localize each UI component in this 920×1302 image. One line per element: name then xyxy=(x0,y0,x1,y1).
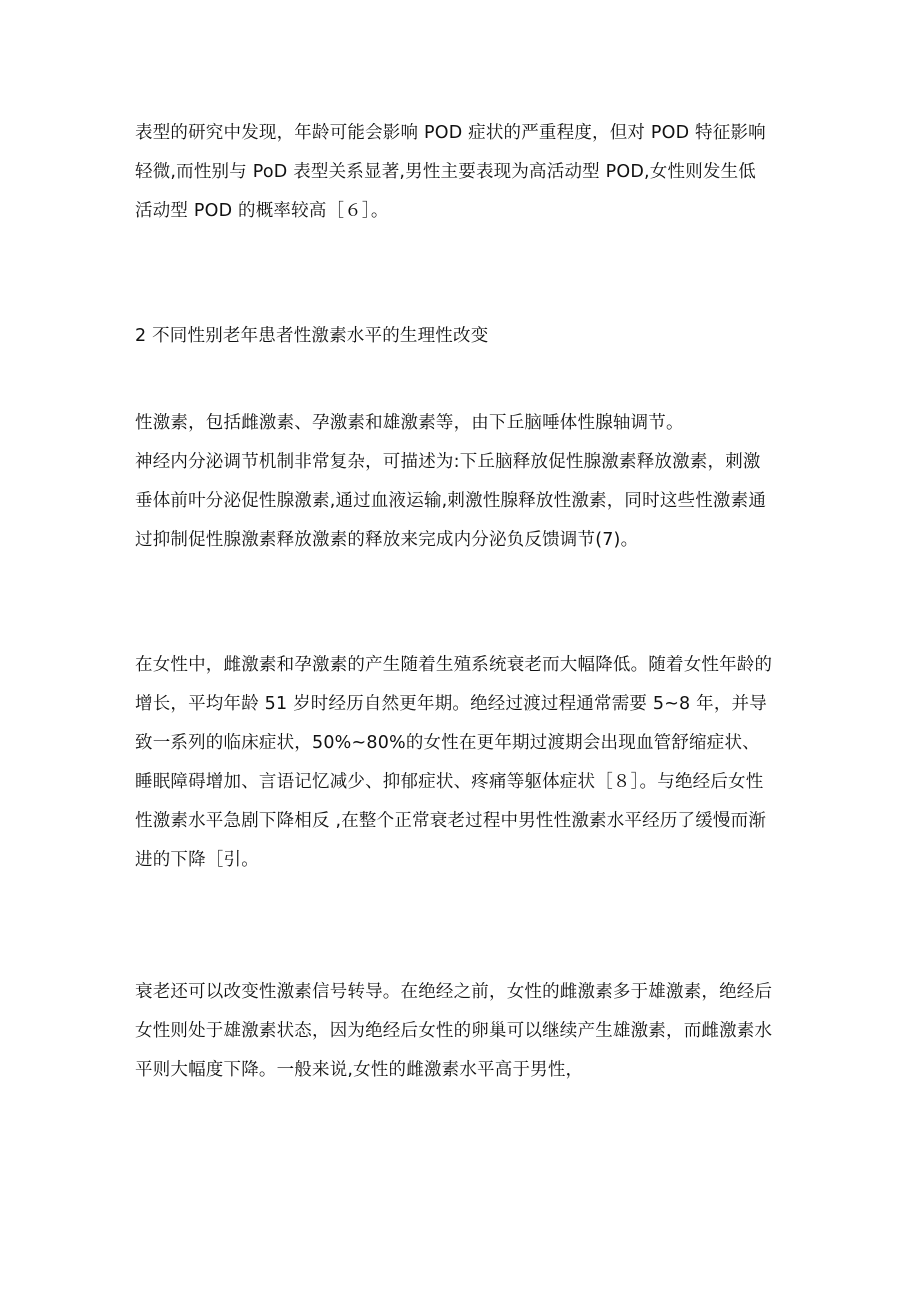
paragraph-sex-hormones xyxy=(135,404,795,560)
text-line: 神经内分泌调节机制非常复杂，可描述为:下丘脑释放促性腺激素释放激素，刺激 xyxy=(135,452,761,472)
section-heading-text: 2 不同性别老年患者性激素水平的生理性改变 xyxy=(135,326,489,346)
text-line: 平则大幅度下降。一般来说,女性的雌激素水平高于男性， xyxy=(135,1060,584,1080)
text-line: 女性则处于雄激素状态，因为绝经后女性的卵巢可以继续产生雄激素，而雌激素水 xyxy=(135,1021,773,1041)
text-line: 致一系列的临床症状，50%~80%的女性在更年期过渡期会出现血管舒缩症状、 xyxy=(135,733,760,753)
text-line: 活动型 POD 的概率较高［６］。 xyxy=(135,201,389,221)
text-line: 性激素，包括雌激素、孕激素和雄激素等，由下丘脑唾体性腺轴调节。 xyxy=(135,413,684,433)
paragraph-aging-signaling xyxy=(135,973,795,1090)
paragraph-female-decline xyxy=(135,646,795,880)
text-line: 轻微,而性别与 PoD 表型关系显著,男性主要表现为高活动型 POD,女性则发生低 xyxy=(135,162,756,182)
text-line: 垂体前叶分泌促性腺激素,通过血液运输,刺激性腺释放性激素，同时这些性激素通 xyxy=(135,491,767,511)
text-line: 在女性中，雌激素和孕激素的产生随着生殖系统衰老而大幅降低。随着女性年龄的 xyxy=(135,655,773,675)
text-line: 过抑制促性腺激素释放激素的释放来完成内分泌负反馈调节(7)。 xyxy=(135,530,639,550)
text-line: 睡眠障碍增加、言语记忆减少、抑郁症状、疼痛等躯体症状［８］。与绝经后女性 xyxy=(135,772,764,792)
text-line: 表型的研究中发现，年龄可能会影响 POD 症状的严重程度，但对 POD 特征影响 xyxy=(135,123,766,143)
text-line: 进的下降［引。 xyxy=(135,850,259,870)
section-heading xyxy=(135,317,795,356)
paragraph-pod-phenotype xyxy=(135,114,795,231)
text-line: 性激素水平急剧下降相反 ,在整个正常衰老过程中男性性激素水平经历了缓慢而渐 xyxy=(135,811,767,831)
text-line: 衰老还可以改变性激素信号转导。在绝经之前，女性的雌激素多于雄激素，绝经后 xyxy=(135,982,773,1002)
text-line: 增长，平均年龄 51 岁时经历自然更年期。绝经过渡过程通常需要 5~8 年，并导 xyxy=(135,694,767,714)
